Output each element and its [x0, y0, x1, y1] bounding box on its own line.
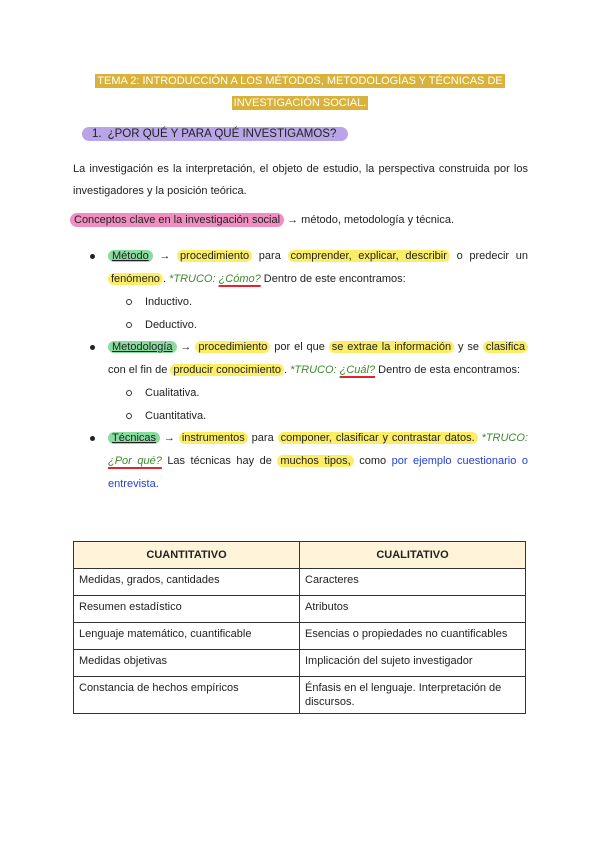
key-concepts-label: Conceptos clave en la investigación social: [70, 213, 284, 227]
arrow-text: →: [176, 341, 196, 353]
text: o predecir un: [449, 250, 528, 262]
text: para: [247, 432, 278, 444]
bullet-icon: [90, 254, 95, 259]
text: .: [284, 364, 291, 376]
text: por el que: [270, 341, 329, 353]
list-item-metodologia: [70, 336, 528, 427]
sub-item-text: Cualitativa.: [145, 387, 200, 399]
table-cell: Implicación del sujeto investigador: [300, 650, 526, 677]
intro-paragraph: La investigación es la interpretación, el objeto de estudio, la perspectiva construida por los investigadores y la posición teórica.: [73, 163, 528, 197]
text: .: [162, 273, 170, 285]
table-cell: Esencias o propiedades no cuantificables: [300, 623, 526, 650]
section-heading: [82, 127, 348, 141]
metodologia-sublist: [108, 382, 528, 427]
metodo-sublist: [108, 291, 528, 336]
table-cell: Lenguaje matemático, cuantificable: [74, 623, 300, 650]
highlight-clasifica: clasifica: [483, 341, 528, 353]
document-title: [60, 70, 540, 114]
column-header-cuantitativo: CUANTITATIVO: [74, 542, 300, 569]
example-text: por ejemplo cuestionario o entrevista.: [108, 455, 528, 490]
term-tecnicas: Técnicas: [108, 432, 160, 444]
highlight-verbs: componer, clasificar y contrastar datos.: [278, 432, 478, 444]
table-row: [74, 677, 526, 714]
comparison-table: [73, 541, 526, 714]
circle-bullet-icon: [126, 413, 132, 419]
arrow-text: →: [152, 250, 178, 262]
arrow-text: →: [160, 432, 179, 444]
table-cell: Caracteres: [300, 569, 526, 596]
truco-label: *TRUCO:: [481, 432, 528, 444]
title-line-2: INVESTIGACIÓN SOCIAL.: [233, 97, 367, 109]
truco-label: *TRUCO:: [169, 273, 219, 285]
sub-item: [108, 405, 528, 428]
table-cell: Medidas objetivas: [74, 650, 300, 677]
highlight-instrumentos: instrumentos: [179, 432, 248, 444]
text: como: [353, 455, 392, 467]
highlight-muchos: muchos tipos,: [277, 455, 353, 467]
sub-item-text: Cuantitativa.: [145, 409, 207, 422]
highlight-extrae: se extrae la información: [329, 341, 454, 353]
text: para: [252, 250, 288, 262]
key-concepts-rest: → método, metodología y técnica.: [284, 214, 455, 226]
circle-bullet-icon: [126, 322, 132, 328]
truco-question: ¿Por qué?: [108, 455, 162, 467]
text: Dentro de esta encontramos:: [375, 364, 521, 376]
term-metodologia: Metodología: [108, 341, 177, 353]
table-cell: Énfasis en el lenguaje. Interpretación de discursos.: [300, 677, 526, 714]
sub-item: [108, 314, 528, 337]
table-cell: Atributos: [300, 596, 526, 623]
table-header-row: [74, 542, 526, 569]
text: Dentro de este encontramos:: [260, 273, 406, 285]
highlight-fenomeno: fenómeno: [108, 273, 163, 285]
sub-item-text: Inductivo.: [145, 296, 193, 308]
table-cell: Constancia de hechos empíricos: [74, 677, 300, 714]
table-row: [74, 623, 526, 650]
title-line-1: TEMA 2: INTRODUCCIÓN A LOS MÉTODOS, METODOLOGÍAS Y TÉCNICAS DE: [97, 75, 503, 87]
bullet-icon: [90, 345, 95, 350]
truco-label: *TRUCO:: [290, 364, 340, 376]
table-cell: Resumen estadístico: [74, 596, 300, 623]
bullet-icon: [90, 436, 95, 441]
highlight-procedimiento: procedimiento: [177, 250, 252, 262]
truco-question: ¿Cómo?: [218, 273, 261, 285]
truco-question: ¿Cuál?: [339, 364, 376, 376]
text: Las técnicas hay de: [161, 455, 278, 467]
circle-bullet-icon: [126, 299, 132, 305]
column-header-cualitativo: CUALITATIVO: [300, 542, 526, 569]
table-row: [74, 596, 526, 623]
sub-item: [108, 382, 528, 405]
table-cell: Medidas, grados, cantidades: [74, 569, 300, 596]
term-metodo: Método: [108, 250, 153, 262]
key-concepts-line: [70, 214, 454, 226]
section-heading-text: ¿POR QUÉ Y PARA QUÉ INVESTIGAMOS?: [107, 128, 337, 140]
text: con el fin de: [108, 364, 171, 376]
text: y se: [454, 341, 483, 353]
sub-item: [108, 291, 528, 314]
list-item-tecnicas: [70, 427, 528, 496]
sub-item-text: Deductivo.: [145, 318, 197, 331]
table-row: [74, 650, 526, 677]
concepts-list: [70, 245, 528, 496]
highlight-producir: producir conocimiento: [170, 364, 284, 376]
highlight-verbs: comprender, explicar, describir: [288, 250, 450, 262]
table-row: [74, 569, 526, 596]
highlight-procedimiento: procedimiento: [195, 341, 270, 353]
section-number: 1.: [92, 128, 102, 140]
list-item-metodo: [70, 245, 528, 336]
circle-bullet-icon: [126, 390, 132, 396]
